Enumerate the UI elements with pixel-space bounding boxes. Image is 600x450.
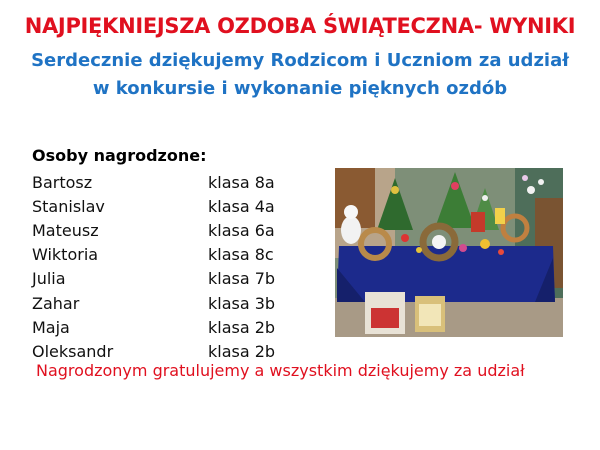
winner-name: Zahar bbox=[32, 293, 80, 313]
winner-class: klasa 4a bbox=[208, 196, 275, 216]
footer-note: Nagrodzonym gratulujemy a wszystkim dziękujemy za udział bbox=[36, 361, 525, 380]
winner-class: klasa 6a bbox=[208, 220, 275, 240]
winner-name: Stanislav bbox=[32, 196, 105, 216]
awarded-heading: Osoby nagrodzone: bbox=[32, 146, 207, 165]
winner-class: klasa 8c bbox=[208, 245, 274, 265]
decorations-photo bbox=[335, 168, 563, 337]
winner-name: Mateusz bbox=[32, 220, 99, 240]
winner-name: Bartosz bbox=[32, 172, 93, 192]
decorations-photo-drawing bbox=[335, 168, 563, 337]
winner-class: klasa 8a bbox=[208, 172, 275, 192]
winner-name: Oleksandr bbox=[32, 341, 114, 361]
page-title: NAJPIĘKNIEJSZA OZDOBA ŚWIĄTECZNA- WYNIKI bbox=[24, 14, 576, 38]
winner-row bbox=[32, 315, 322, 339]
winner-name: Julia bbox=[32, 269, 66, 289]
subtitle-line-1: Serdecznie dziękujemy Rodzicom i Uczniom za udział bbox=[31, 50, 569, 71]
winner-row bbox=[32, 267, 322, 291]
winner-row bbox=[32, 243, 322, 267]
winner-name: Wiktoria bbox=[32, 245, 99, 265]
winner-row bbox=[32, 339, 322, 363]
subtitle-line-2: w konkursie i wykonanie pięknych ozdób bbox=[92, 78, 508, 99]
winner-row bbox=[32, 194, 322, 218]
winner-class: klasa 3b bbox=[208, 293, 276, 313]
winner-class: klasa 2b bbox=[208, 341, 276, 361]
winner-row bbox=[32, 291, 322, 315]
winners-list bbox=[32, 170, 322, 364]
winner-row bbox=[32, 218, 322, 242]
winner-name: Maja bbox=[32, 317, 70, 337]
winner-class: klasa 2b bbox=[208, 317, 276, 337]
winner-row bbox=[32, 170, 322, 194]
winner-class: klasa 7b bbox=[208, 269, 276, 289]
